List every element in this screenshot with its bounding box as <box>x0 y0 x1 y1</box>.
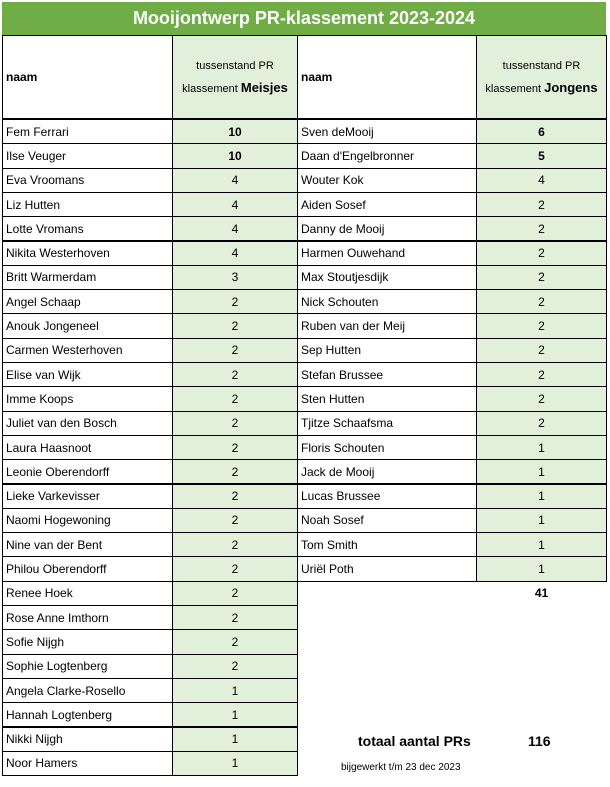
boys-row-value: 6 <box>476 119 607 144</box>
girls-row-name: Naomi Hogewoning <box>2 508 173 533</box>
boys-row-name: Sven deMooij <box>297 119 477 144</box>
boys-row-value: 2 <box>476 265 607 290</box>
girls-row-name: Sofie Nijgh <box>2 629 173 654</box>
total-value: 116 <box>528 733 551 749</box>
boys-row-name: Lucas Brussee <box>297 484 477 509</box>
boys-row-value: 1 <box>476 435 607 460</box>
girls-row-name: Rose Anne Imthorn <box>2 605 173 630</box>
girls-row-value: 2 <box>172 654 298 679</box>
girls-row-value: 2 <box>172 386 298 411</box>
boys-row-name: Max Stoutjesdijk <box>297 265 477 290</box>
boys-row-value: 1 <box>476 532 607 557</box>
girls-row-name: Noor Hamers <box>2 751 173 776</box>
girls-row-name: Britt Warmerdam <box>2 265 173 290</box>
girls-row-value: 2 <box>172 313 298 338</box>
girls-row-value: 2 <box>172 338 298 363</box>
boys-row-value: 1 <box>476 508 607 533</box>
girls-row-name: Anouk Jongeneel <box>2 313 173 338</box>
girls-row-name: Carmen Westerhoven <box>2 338 173 363</box>
page-title: Mooijontwerp PR-klassement 2023-2024 <box>2 2 606 35</box>
girls-row-value: 3 <box>172 265 298 290</box>
girls-row-value: 2 <box>172 581 298 606</box>
girls-row-value: 2 <box>172 556 298 581</box>
girls-row-value: 10 <box>172 119 298 144</box>
boys-row-name: Tjitze Schaafsma <box>297 411 477 436</box>
boys-row-value: 2 <box>476 362 607 387</box>
girls-row-name: Laura Haasnoot <box>2 435 173 460</box>
girls-row-name: Fem Ferrari <box>2 119 173 144</box>
girls-row-name: Nine van der Bent <box>2 532 173 557</box>
girls-row-value: 10 <box>172 143 298 168</box>
girls-row-value: 2 <box>172 605 298 630</box>
boys-row-value: 2 <box>476 411 607 436</box>
girls-row-value: 2 <box>172 411 298 436</box>
boys-row-name: Sep Hutten <box>297 338 477 363</box>
girls-row-value: 2 <box>172 532 298 557</box>
updated-note: bijgewerkt t/m 23 dec 2023 <box>341 762 461 773</box>
girls-row-value: 4 <box>172 241 298 266</box>
boys-row-value: 2 <box>476 241 607 266</box>
boys-row-name: Stefan Brussee <box>297 362 477 387</box>
boys-row-value: 1 <box>476 484 607 509</box>
boys-row-value: 2 <box>476 289 607 314</box>
boys-row-value: 4 <box>476 168 607 193</box>
boys-row-value: 1 <box>476 556 607 581</box>
boys-row-value: 2 <box>476 216 607 241</box>
boys-row-name: Floris Schouten <box>297 435 477 460</box>
boys-row-name: Noah Sosef <box>297 508 477 533</box>
girls-row-value: 2 <box>172 629 298 654</box>
boys-name-header: naam <box>297 35 477 119</box>
girls-row-name: Angela Clarke-Rosello <box>2 678 173 703</box>
girls-row-value: 2 <box>172 289 298 314</box>
boys-row-value: 1 <box>476 459 607 484</box>
girls-row-name: Leonie Oberendorff <box>2 459 173 484</box>
boys-row-name: Danny de Mooij <box>297 216 477 241</box>
boys-row-name: Sten Hutten <box>297 386 477 411</box>
girls-row-value: 4 <box>172 168 298 193</box>
girls-row-name: Sophie Logtenberg <box>2 654 173 679</box>
boys-header-line1: tussenstand PR <box>502 59 581 72</box>
girls-row-name: Eva Vroomans <box>2 168 173 193</box>
girls-row-value: 2 <box>172 435 298 460</box>
girls-row-value: 1 <box>172 678 298 703</box>
boys-row-value: 2 <box>476 192 607 217</box>
girls-header-line1: tussenstand PR <box>196 59 274 72</box>
girls-row-name: Lieke Varkevisser <box>2 484 173 509</box>
girls-row-name: Juliet van den Bosch <box>2 411 173 436</box>
boys-header-line2: klassement Jongens <box>485 79 598 95</box>
boys-row-name: Aiden Sosef <box>297 192 477 217</box>
girls-row-name: Lotte Vromans <box>2 216 173 241</box>
girls-row-name: Angel Schaap <box>2 289 173 314</box>
boys-column-header <box>476 35 607 119</box>
boys-row-name: Wouter Kok <box>297 168 477 193</box>
boys-row-value: 2 <box>476 313 607 338</box>
girls-row-value: 2 <box>172 362 298 387</box>
boys-row-name: Harmen Ouwehand <box>297 241 477 266</box>
boys-row-name: Jack de Mooij <box>297 459 477 484</box>
girls-row-name: Ilse Veuger <box>2 143 173 168</box>
girls-row-value: 4 <box>172 192 298 217</box>
girls-row-name: Renee Hoek <box>2 581 173 606</box>
girls-row-name: Nikita Westerhoven <box>2 241 173 266</box>
girls-row-value: 2 <box>172 459 298 484</box>
boys-row-value: 2 <box>476 338 607 363</box>
boys-row-name: Daan d'Engelbronner <box>297 143 477 168</box>
total-label: totaal aantal PRs <box>358 733 471 749</box>
girls-row-name: Philou Oberendorff <box>2 556 173 581</box>
girls-header-line2: klassement Meisjes <box>182 79 288 95</box>
boys-row-value: 5 <box>476 143 607 168</box>
girls-row-value: 1 <box>172 727 298 752</box>
boys-subtotal: 41 <box>534 586 549 600</box>
girls-row-name: Imme Koops <box>2 386 173 411</box>
girls-row-name: Nikki Nijgh <box>2 727 173 752</box>
girls-name-header: naam <box>2 35 173 119</box>
boys-row-name: Ruben van der Meij <box>297 313 477 338</box>
girls-row-name: Hannah Logtenberg <box>2 702 173 727</box>
girls-row-name: Elise van Wijk <box>2 362 173 387</box>
girls-row-value: 4 <box>172 216 298 241</box>
girls-row-value: 2 <box>172 484 298 509</box>
girls-row-name: Liz Hutten <box>2 192 173 217</box>
girls-column-header <box>172 35 298 119</box>
boys-header-group: Jongens <box>544 79 598 95</box>
girls-header-group: Meisjes <box>240 79 288 95</box>
boys-row-name: Uriël Poth <box>297 556 477 581</box>
boys-row-value: 2 <box>476 386 607 411</box>
girls-row-value: 2 <box>172 508 298 533</box>
boys-row-name: Tom Smith <box>297 532 477 557</box>
boys-row-name: Nick Schouten <box>297 289 477 314</box>
girls-row-value: 1 <box>172 702 298 727</box>
girls-row-value: 1 <box>172 751 298 776</box>
